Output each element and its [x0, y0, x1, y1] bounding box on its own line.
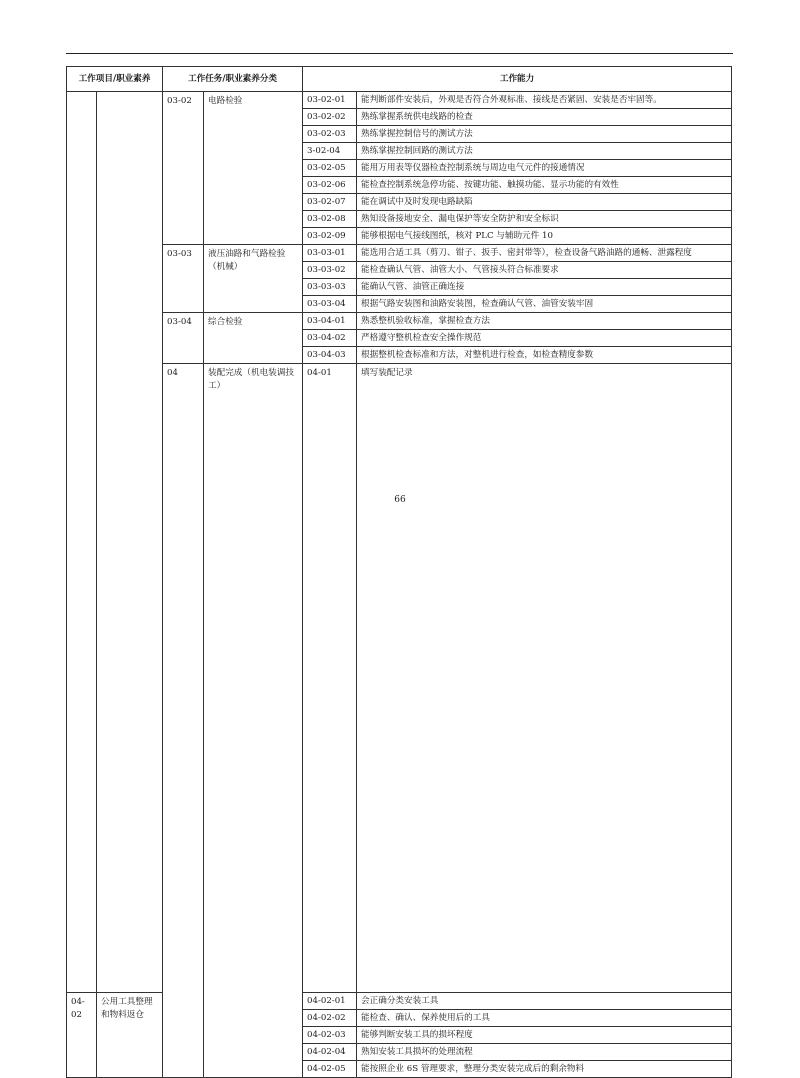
- ability-code: 03-04-03: [303, 347, 357, 364]
- ability-code: 03-03-01: [303, 245, 357, 262]
- project-code-cell-empty: [67, 92, 97, 993]
- header-ability: 工作能力: [303, 67, 732, 92]
- ability-code: 03-03-02: [303, 262, 357, 279]
- ability-code: 03-02-08: [303, 211, 357, 228]
- ability-text: 熟练掌握控制信号的测试方法: [357, 126, 732, 143]
- header-project: 工作项目/职业素养: [67, 67, 163, 92]
- ability-code: 03-02-03: [303, 126, 357, 143]
- ability-code: 03-04-01: [303, 313, 357, 330]
- project-name: 装配完成（机电装调技工）: [204, 364, 303, 1078]
- competency-table: [66, 66, 732, 1078]
- ability-code: 04-02-01: [303, 993, 357, 1010]
- ability-text: 能够判断安装工具的损坏程度: [357, 1027, 732, 1044]
- ability-text: 能选用合适工具（剪刀、钳子、扳手、密封带等），检查设备气路油路的通畅、泄露程度: [357, 245, 732, 262]
- ability-code: 03-02-05: [303, 160, 357, 177]
- task-name: 液压油路和气路检验（机械）: [204, 245, 303, 313]
- task-name: 电路检验: [204, 92, 303, 245]
- ability-text: 严格遵守整机检查安全操作规范: [357, 330, 732, 347]
- task-code: 03-03: [163, 245, 204, 313]
- ability-code: 03-02-09: [303, 228, 357, 245]
- ability-text: 能够根据电气接线图纸，核对 PLC 与辅助元件 10: [357, 228, 732, 245]
- ability-text: 熟练掌握控制回路的测试方法: [357, 143, 732, 160]
- task-name: 综合检验: [204, 313, 303, 364]
- ability-code: 03-02-06: [303, 177, 357, 194]
- ability-code: 04-02-03: [303, 1027, 357, 1044]
- task-code: 04-02: [67, 993, 97, 1078]
- task-code: 03-04: [163, 313, 204, 364]
- ability-code: 3-02-04: [303, 143, 357, 160]
- ability-text: 能检查、确认、保养使用后的工具: [357, 1010, 732, 1027]
- page-number: 66: [394, 495, 406, 505]
- task-code: 04-01: [303, 364, 357, 993]
- project-name-cell-empty: [97, 92, 163, 993]
- header-task: 工作任务/职业素养分类: [163, 67, 303, 92]
- ability-text: 能按照企业 6S 管理要求，整理分类安装完成后的剩余物料: [357, 1061, 732, 1078]
- ability-code: 03-03-03: [303, 279, 357, 296]
- ability-text: 熟知设备接地安全、漏电保护等安全防护和安全标识: [357, 211, 732, 228]
- ability-text: 根据整机检查标准和方法，对整机进行检查，如检查精度参数: [357, 347, 732, 364]
- ability-code: 03-02-01: [303, 92, 357, 109]
- ability-code: 04-02-02: [303, 1010, 357, 1027]
- task-code: 03-02: [163, 92, 204, 245]
- ability-code: 04-02-04: [303, 1044, 357, 1061]
- ability-text: 能在调试中及时发现电路缺陷: [357, 194, 732, 211]
- ability-code: 03-03-04: [303, 296, 357, 313]
- ability-text: 能检查确认气管、油管大小、气管接头符合标准要求: [357, 262, 732, 279]
- ability-text: 能确认气管、油管正确连接: [357, 279, 732, 296]
- ability-code: 03-02-07: [303, 194, 357, 211]
- project-code: 04: [163, 364, 204, 1078]
- ability-text: 能判断部件安装后，外观是否符合外观标准、接线是否紧固、安装是否牢固等。: [357, 92, 732, 109]
- ability-text: 能检查控制系统急停功能、按键功能、触摸功能、显示功能的有效性: [357, 177, 732, 194]
- ability-text: 根据气路安装图和油路安装图，检查确认气管、油管安装牢固: [357, 296, 732, 313]
- ability-code: 03-04-02: [303, 330, 357, 347]
- ability-text: 熟悉整机验收标准，掌握检查方法: [357, 313, 732, 330]
- ability-code: 03-02-02: [303, 109, 357, 126]
- ability-text: 熟知安装工具损坏的处理流程: [357, 1044, 732, 1061]
- ability-code: 04-02-05: [303, 1061, 357, 1078]
- task-name: 填写装配记录: [357, 364, 732, 993]
- ability-text: 能用万用表等仪器检查控制系统与周边电气元件的接通情况: [357, 160, 732, 177]
- header-rule: [66, 53, 733, 54]
- task-name: 公用工具整理和物料返仓: [97, 993, 163, 1078]
- ability-text: 熟练掌握系统供电线路的检查: [357, 109, 732, 126]
- ability-text: 会正确分类安装工具: [357, 993, 732, 1010]
